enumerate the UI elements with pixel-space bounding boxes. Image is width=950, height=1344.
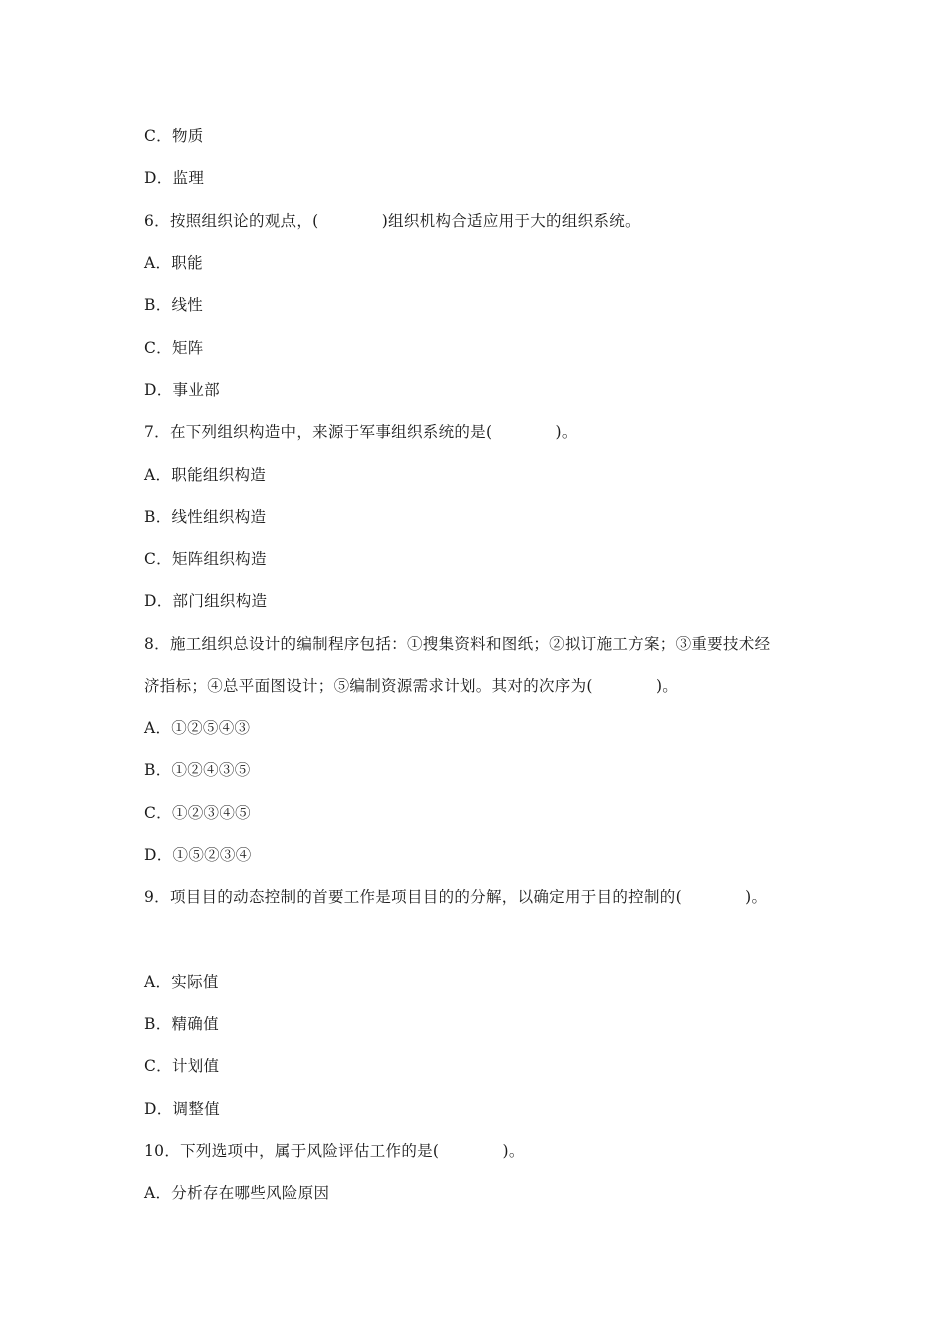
option-9b: B．精确值 <box>144 1015 219 1033</box>
question-8-line-2: 济指标；④总平面图设计；⑤编制资源需求计划。其对的次序为( )。 <box>144 677 679 695</box>
option-6b: B．线性 <box>144 296 204 314</box>
option-9c: C．计划值 <box>144 1057 220 1075</box>
option-5c: C．物质 <box>144 127 204 145</box>
option-7c: C．矩阵组织构造 <box>144 550 267 568</box>
option-9d: D．调整值 <box>144 1100 220 1118</box>
question-6: 6．按照组织论的观点，( )组织机构合适应用于大的组织系统。 <box>144 212 641 230</box>
option-9a: A．实际值 <box>144 973 219 991</box>
question-8-line-1: 8．施工组织总设计的编制程序包括：①搜集资料和图纸；②拟订施工方案；③重要技术经 <box>144 635 771 653</box>
option-5d: D．监理 <box>144 169 205 187</box>
question-7: 7．在下列组织构造中，来源于军事组织系统的是( )。 <box>144 423 578 441</box>
option-8d: D．①⑤②③④ <box>144 846 252 864</box>
option-6c: C．矩阵 <box>144 339 204 357</box>
question-10: 10．下列选项中，属于风险评估工作的是( )。 <box>144 1142 525 1160</box>
option-8a: A．①②⑤④③ <box>144 719 251 737</box>
option-7b: B．线性组织构造 <box>144 508 267 526</box>
option-6a: A．职能 <box>144 254 203 272</box>
option-7d: D．部门组织构造 <box>144 592 268 610</box>
option-7a: A．职能组织构造 <box>144 466 267 484</box>
option-8c: C．①②③④⑤ <box>144 804 251 822</box>
question-9: 9．项目目的动态控制的首要工作是项目目的的分解，以确定用于目的控制的( )。 <box>144 888 768 906</box>
option-8b: B．①②④③⑤ <box>144 761 251 779</box>
option-6d: D．事业部 <box>144 381 220 399</box>
option-10a: A．分析存在哪些风险原因 <box>144 1184 330 1202</box>
